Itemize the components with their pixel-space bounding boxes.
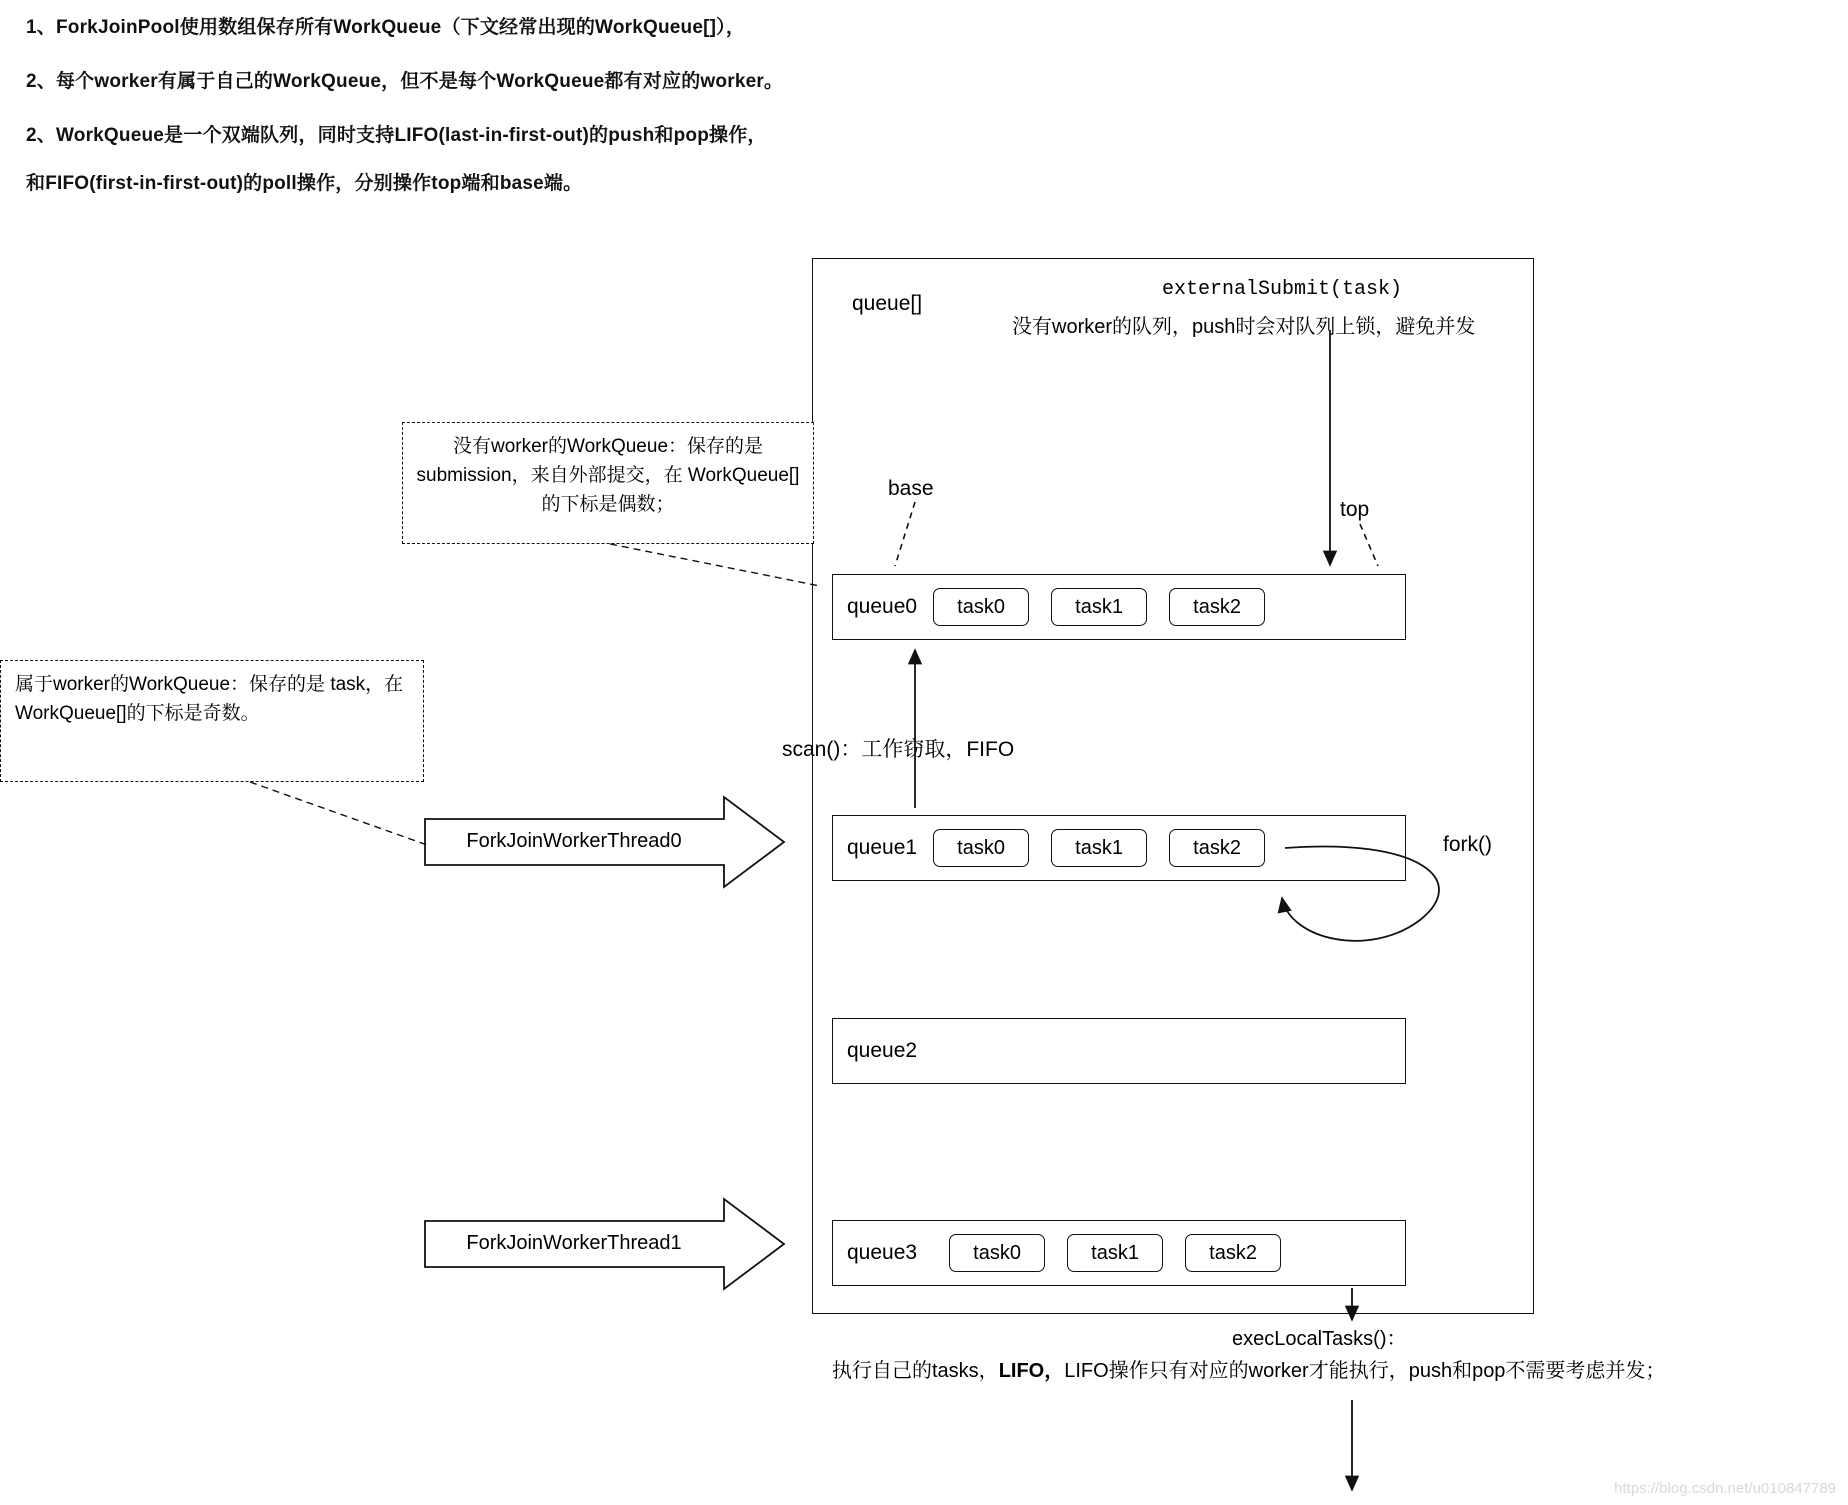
exec-note-pre: 执行自己的tasks，: [832, 1360, 999, 1382]
scan-label: scan()：工作窃取，FIFO: [782, 738, 1015, 761]
exec-local-tasks-note: [832, 1354, 1665, 1383]
worker-thread-arrow-0: [424, 808, 784, 874]
queue-row: [832, 1018, 1406, 1084]
queue-name: queue2: [847, 1039, 918, 1062]
fork-label: fork(): [1443, 833, 1492, 856]
exec-local-tasks-label: execLocalTasks()：: [1232, 1328, 1407, 1350]
task-chip[interactable]: task2: [1169, 588, 1265, 626]
note-line-2: 2、每个worker有属于自己的WorkQueue，但不是每个WorkQueue都有对应的worker。: [26, 71, 784, 92]
forkjoinpool-box: [812, 258, 1534, 1314]
worker-thread-arrow-1: [424, 1210, 784, 1276]
external-submit-label: externalSubmit(task): [1162, 278, 1403, 301]
worker-thread-label: ForkJoinWorkerThread1: [466, 1231, 682, 1254]
task-chip[interactable]: task1: [1067, 1234, 1163, 1272]
base-label: base: [888, 477, 934, 500]
task-chip[interactable]: task1: [1051, 588, 1147, 626]
note-line-4: 和FIFO(first-in-first-out)的poll操作，分别操作top端和base端。: [26, 173, 583, 194]
exec-note-post: LIFO操作只有对应的worker才能执行，push和pop不需要考虑并发；: [1064, 1360, 1666, 1382]
external-submit-note: 没有worker的队列，push时会对队列上锁，避免并发: [1012, 316, 1476, 338]
note-line-3: 2、WorkQueue是一个双端队列，同时支持LIFO(last-in-first-out)的push和pop操作，: [26, 125, 767, 146]
queue-row: [832, 574, 1406, 640]
top-label: top: [1340, 498, 1370, 521]
queue-name: queue1: [847, 836, 918, 859]
watermark: https://blog.csdn.net/u010847789: [1614, 1480, 1836, 1497]
queue-name: queue0: [847, 595, 918, 618]
task-chip[interactable]: task2: [1185, 1234, 1281, 1272]
note-line-1: 1、ForkJoinPool使用数组保存所有WorkQueue（下文经常出现的WorkQueue[]），: [26, 17, 746, 38]
task-chip[interactable]: task0: [949, 1234, 1045, 1272]
task-chip[interactable]: task0: [933, 829, 1029, 867]
worker-annotation-leader: [250, 782, 430, 846]
queue-name: queue3: [847, 1241, 918, 1264]
queue-row: [832, 1220, 1406, 1286]
worker-queue-annotation: 属于worker的WorkQueue：保存的是 task，在WorkQueue[]的下标是奇数。: [0, 660, 424, 782]
submission-queue-annotation: 没有worker的WorkQueue：保存的是 submission，来自外部提交，在 WorkQueue[]的下标是偶数；: [402, 422, 814, 544]
exec-note-bold: LIFO，: [998, 1360, 1065, 1382]
task-chip[interactable]: task2: [1169, 829, 1265, 867]
submission-annotation-leader: [610, 544, 820, 586]
pool-label: queue[]: [852, 292, 923, 315]
queue-row: [832, 815, 1406, 881]
task-chip[interactable]: task1: [1051, 829, 1147, 867]
task-chip[interactable]: task0: [933, 588, 1029, 626]
worker-thread-label: ForkJoinWorkerThread0: [466, 829, 682, 852]
